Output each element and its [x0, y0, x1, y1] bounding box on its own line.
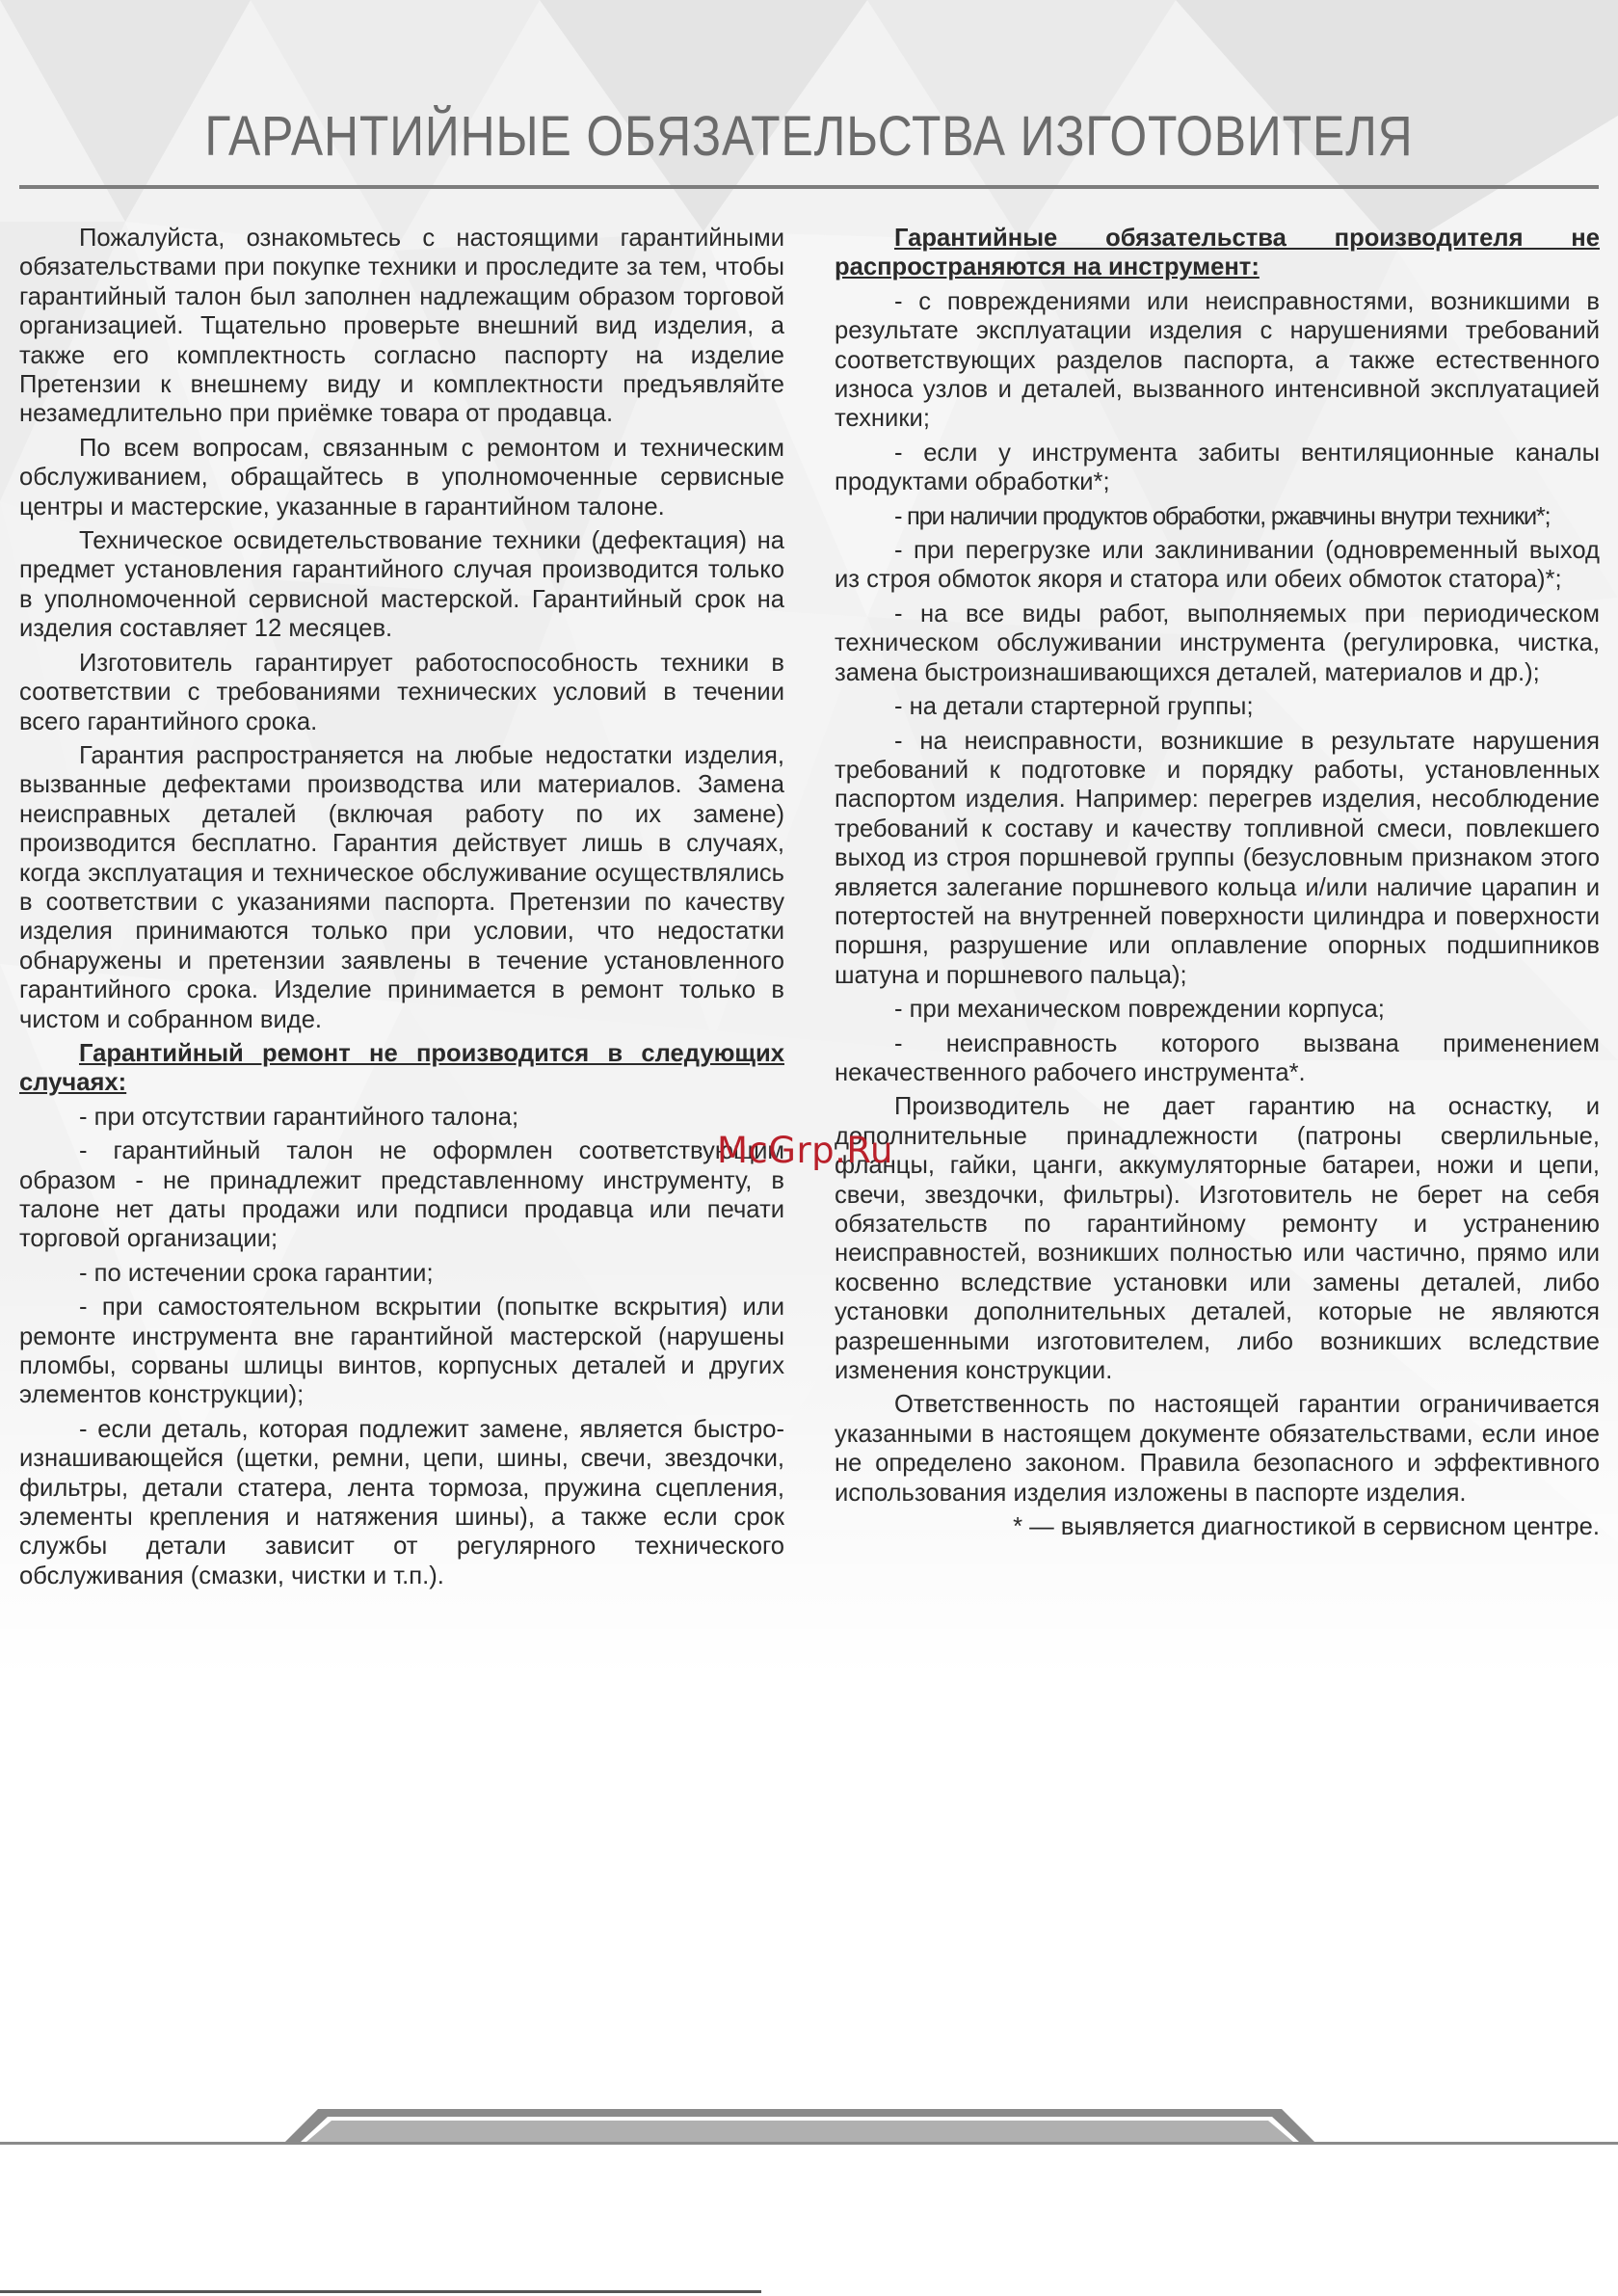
service-paragraph: По всем вопросам, связанным с ремонтом и техническим обслуживанием, обращайтесь в уполномоченные сервисные центры и мастерские, указанные в гарантийном талоне. [19, 434, 784, 521]
watermark: McGrp.Ru [717, 1130, 893, 1171]
list-item: - при самостоятельном вскрытии (попытке вскрытия) или ремонте инструмента вне гарантийной мастерской (нарушены пломбы, сорваны шлицы винтов, корпусных деталей и других элементов конструкции); [19, 1294, 784, 1409]
list-item: - гарантийный талон не оформлен соответствующим образом - не принадлежит представленному инструменту, в талоне нет даты продажи или подписи продавца или печати торговой организации; [19, 1137, 784, 1253]
guarantee-paragraph: Изготовитель гарантирует работоспособность техники в соответствии с требованиями технических условий в течении всего гарантийного срока. [19, 649, 784, 735]
list-item: - на все виды работ, выполняемых при периодическом техническом обслуживании инструмента (регулировка, чистка, замена быстроизнашивающихся деталей, материалов и др.); [835, 600, 1600, 686]
right-column [835, 224, 1600, 1546]
liability-paragraph: Ответственность по настоящей гарантии ограничивается указанными в настоящем документе обязательствами, если иное не определено законом. Правила безопасного и эффективного использования изделия изложены в паспорте изделия. [835, 1391, 1600, 1507]
intro-paragraph: Пожалуйста, ознакомьтесь с настоящими гарантийными обязательствами при покупке техники и проследите за тем, чтобы гарантийный талон был заполнен надлежащим образом торговой организацией. Тщательно проверьте внешний вид изделия, а также его комплектность согласно паспорту на изделие Претензии к внешнему виду и комплектности предъявляйте незамедлительно при приёмке товара от продавца. [19, 225, 784, 428]
list-item: - с повреждениями или неисправностями, возникшими в результате эксплуатации изделия с нарушениями требований соответствующих разделов паспорта, а также естественного износа узлов и деталей, вызванного интенсивной эксплуатацией техники; [835, 287, 1600, 433]
list-item: - при наличии продуктов обработки, ржавчины внутри техники*; [894, 502, 1551, 530]
list-item: - если деталь, которая подлежит замене, является быстро-изнашивающейся (щетки, ремни, цепи, шины, свечи, звездочки, фильтры, детали статера, лента тормоза, пружина сцепления, элементы крепления и натяжения шины), а также если срок службы детали зависит от регулярного технического обслуживания (смазки, чистки и т.п.). [19, 1415, 784, 1589]
list-item: - неисправность которого вызвана применением некачественного рабочего инструмента*. [835, 1029, 1600, 1086]
bottom-divider [0, 2290, 761, 2293]
footnote: * — выявляется диагностикой в сервисном центре. [1013, 1513, 1600, 1541]
list-item: - по истечении срока гарантии; [79, 1259, 434, 1287]
left-column [19, 224, 784, 1595]
footer-decoration [0, 2097, 1618, 2155]
list-item: - на детали стартерной группы; [894, 693, 1254, 721]
page-title: ГАРАНТИЙНЫЕ ОБЯЗАТЕЛЬСТВА ИЗГОТОВИТЕЛЯ [204, 105, 1414, 168]
title-divider [19, 185, 1599, 189]
list-item: - при механическом повреждении корпуса; [894, 996, 1385, 1024]
list-item: - при перегрузке или заклинивании (одновременный выход из строя обмоток якоря и статора или обеих обмоток статора)*; [835, 537, 1600, 594]
list-item: - если у инструмента забиты вентиляционные каналы продуктами обработки*; [835, 439, 1600, 496]
footer-divider [0, 2142, 1618, 2145]
exclusions-heading: Гарантийные обязательства производителя не распространяются на инструмент: [835, 225, 1600, 281]
no-repair-heading: Гарантийный ремонт не производится в следующих случаях: [19, 1039, 784, 1097]
list-item: - на неисправности, возникшие в результате нарушения требований к подготовке и порядку работы, установленных паспортом изделия. Например: перегрев изделия, несоблюдение требований к составу и качеству топливной смеси, повлекшего выход из строя поршневой группы (безусловным признаком этого является залегание поршневого кольца и/или наличие царапин и потертостей на внутренней поверхности цилиндра и поверхности поршня, разрушение или оплавление опорных подшипников шатуна и поршневого пальца); [835, 727, 1600, 989]
accessories-paragraph: Производитель не дает гарантию на оснастку, и дополнительные принадлежности (патроны сверлильные, фланцы, гайки, цанги, аккумуляторные батареи, ножи и цепи, свечи, звездочки, фильтры). Изготовитель не берет на себя обязательств по гарантийному ремонту и устранению неисправностей, возникших полностью или частично, прямо или косвенно вследствие установки или замены деталей, либо установки дополнительных деталей, которые не являются разрешенными изготовителем, либо возникших вследствие изменения конструкции. [835, 1093, 1600, 1385]
list-item: - при отсутствии гарантийного талона; [79, 1103, 519, 1131]
coverage-paragraph: Гарантия распространяется на любые недостатки изделия, вызванные дефектами производства или материалов. Замена неисправных деталей (включая работу по их замене) производится бесплатно. Гарантия действует лишь в случаях, когда эксплуатация и техническое обслуживание осуществлялись в соответствии с указаниями паспорта. Претензии по качеству изделия принимаются только при условии, что недостатки обнаружены и претензии заявлены в течение установленного гарантийного срока. Изделие принимается в ремонт только в чистом и собранном виде. [19, 741, 784, 1033]
inspection-paragraph: Техническое освидетельствование техники (дефектация) на предмет установления гарантийного случая производится только в уполномоченной сервисной мастерской. Гарантийный срок на изделия составляет 12 месяцев. [19, 527, 784, 643]
